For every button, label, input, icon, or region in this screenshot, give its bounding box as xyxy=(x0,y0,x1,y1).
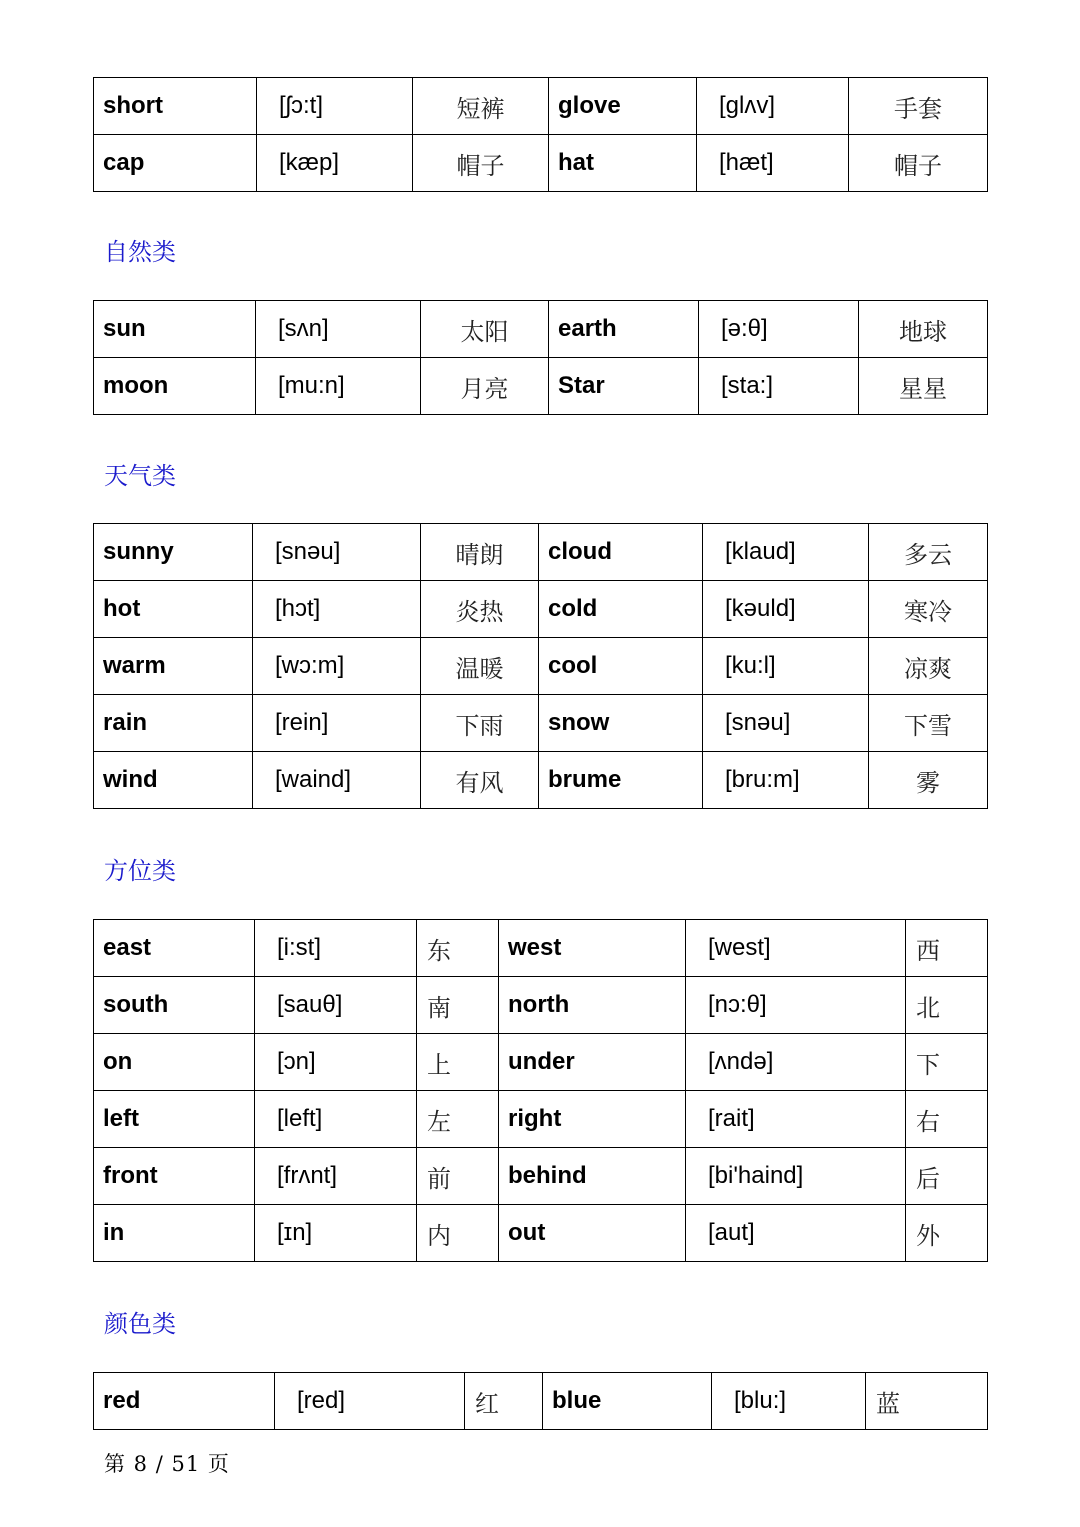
word-english: glove xyxy=(549,78,697,135)
word-english: rain xyxy=(94,695,253,752)
table-row xyxy=(94,358,988,415)
word-english: blue xyxy=(543,1373,712,1430)
word-phonetic: [wɔ:m] xyxy=(253,638,421,695)
word-phonetic: [red] xyxy=(275,1373,465,1430)
word-phonetic: [mu:n] xyxy=(256,358,421,415)
table-row xyxy=(94,1205,988,1262)
word-chinese: 手套 xyxy=(849,78,988,135)
word-chinese: 前 xyxy=(417,1148,499,1205)
word-english: sunny xyxy=(94,524,253,581)
word-chinese: 雾 xyxy=(869,752,988,809)
word-phonetic: [bi'haind] xyxy=(686,1148,906,1205)
word-chinese: 右 xyxy=(906,1091,988,1148)
table-row xyxy=(94,135,988,192)
word-chinese: 温暖 xyxy=(421,638,539,695)
word-chinese: 红 xyxy=(465,1373,543,1430)
word-phonetic: [frʌnt] xyxy=(255,1148,417,1205)
word-phonetic: [left] xyxy=(255,1091,417,1148)
word-phonetic: [klaud] xyxy=(703,524,869,581)
word-english: short xyxy=(94,78,257,135)
word-phonetic: [glʌv] xyxy=(697,78,849,135)
word-phonetic: [ɔn] xyxy=(255,1034,417,1091)
word-english: moon xyxy=(94,358,256,415)
word-english: cap xyxy=(94,135,257,192)
color-vocab-table xyxy=(93,1372,988,1430)
word-english: cold xyxy=(539,581,703,638)
word-chinese: 星星 xyxy=(859,358,988,415)
word-phonetic: [kæp] xyxy=(257,135,413,192)
word-english: cloud xyxy=(539,524,703,581)
word-chinese: 后 xyxy=(906,1148,988,1205)
table-row xyxy=(94,977,988,1034)
section-heading-color: 颜色类 xyxy=(104,1310,176,1338)
word-chinese: 西 xyxy=(906,920,988,977)
table-row xyxy=(94,524,988,581)
word-phonetic: [aut] xyxy=(686,1205,906,1262)
word-chinese: 左 xyxy=(417,1091,499,1148)
word-english: red xyxy=(94,1373,275,1430)
word-english: wind xyxy=(94,752,253,809)
word-chinese: 太阳 xyxy=(421,301,549,358)
table-row xyxy=(94,1148,988,1205)
word-chinese: 帽子 xyxy=(849,135,988,192)
word-english: hot xyxy=(94,581,253,638)
word-phonetic: [ə:θ] xyxy=(699,301,859,358)
word-english: right xyxy=(499,1091,686,1148)
word-phonetic: [i:st] xyxy=(255,920,417,977)
word-english: west xyxy=(499,920,686,977)
word-english: under xyxy=(499,1034,686,1091)
table-row xyxy=(94,638,988,695)
word-chinese: 上 xyxy=(417,1034,499,1091)
word-english: snow xyxy=(539,695,703,752)
word-chinese: 地球 xyxy=(859,301,988,358)
clothes-vocab-table xyxy=(93,77,988,192)
section-heading-nature: 自然类 xyxy=(104,238,176,266)
word-chinese: 北 xyxy=(906,977,988,1034)
word-chinese: 南 xyxy=(417,977,499,1034)
direction-vocab-table xyxy=(93,919,988,1262)
word-chinese: 炎热 xyxy=(421,581,539,638)
word-english: out xyxy=(499,1205,686,1262)
word-english: behind xyxy=(499,1148,686,1205)
word-phonetic: [bru:m] xyxy=(703,752,869,809)
word-phonetic: [sta:] xyxy=(699,358,859,415)
word-english: cool xyxy=(539,638,703,695)
word-english: on xyxy=(94,1034,255,1091)
word-chinese: 下雪 xyxy=(869,695,988,752)
word-chinese: 寒冷 xyxy=(869,581,988,638)
word-english: warm xyxy=(94,638,253,695)
word-english: left xyxy=(94,1091,255,1148)
word-phonetic: [sauθ] xyxy=(255,977,417,1034)
word-chinese: 下雨 xyxy=(421,695,539,752)
word-phonetic: [rait] xyxy=(686,1091,906,1148)
weather-vocab-table xyxy=(93,523,988,809)
word-phonetic: [rein] xyxy=(253,695,421,752)
table-row xyxy=(94,1091,988,1148)
word-english: in xyxy=(94,1205,255,1262)
word-chinese: 下 xyxy=(906,1034,988,1091)
table-row xyxy=(94,1034,988,1091)
page-footer: 第 8 / 51 页 xyxy=(104,1452,230,1476)
word-english: earth xyxy=(549,301,699,358)
nature-vocab-table xyxy=(93,300,988,415)
word-english: brume xyxy=(539,752,703,809)
word-phonetic: [snəu] xyxy=(253,524,421,581)
word-chinese: 多云 xyxy=(869,524,988,581)
word-english: south xyxy=(94,977,255,1034)
word-phonetic: [ʃɔ:t] xyxy=(257,78,413,135)
word-phonetic: [blu:] xyxy=(712,1373,866,1430)
word-chinese: 短裤 xyxy=(413,78,549,135)
table-row xyxy=(94,752,988,809)
word-english: north xyxy=(499,977,686,1034)
word-phonetic: [kəuld] xyxy=(703,581,869,638)
word-english: hat xyxy=(549,135,697,192)
word-chinese: 东 xyxy=(417,920,499,977)
table-row xyxy=(94,695,988,752)
word-phonetic: [waind] xyxy=(253,752,421,809)
table-row xyxy=(94,78,988,135)
word-phonetic: [snəu] xyxy=(703,695,869,752)
word-phonetic: [hɔt] xyxy=(253,581,421,638)
table-row xyxy=(94,1373,988,1430)
table-row xyxy=(94,920,988,977)
table-row xyxy=(94,581,988,638)
word-phonetic: [sʌn] xyxy=(256,301,421,358)
section-heading-direction: 方位类 xyxy=(104,857,176,885)
word-english: front xyxy=(94,1148,255,1205)
word-chinese: 月亮 xyxy=(421,358,549,415)
word-english: sun xyxy=(94,301,256,358)
word-chinese: 有风 xyxy=(421,752,539,809)
word-phonetic: [west] xyxy=(686,920,906,977)
word-chinese: 蓝 xyxy=(866,1373,988,1430)
word-phonetic: [ʌndə] xyxy=(686,1034,906,1091)
section-heading-weather: 天气类 xyxy=(104,462,176,490)
word-chinese: 外 xyxy=(906,1205,988,1262)
word-phonetic: [ɪn] xyxy=(255,1205,417,1262)
word-chinese: 凉爽 xyxy=(869,638,988,695)
word-phonetic: [nɔ:θ] xyxy=(686,977,906,1034)
word-chinese: 帽子 xyxy=(413,135,549,192)
word-phonetic: [hæt] xyxy=(697,135,849,192)
word-phonetic: [ku:l] xyxy=(703,638,869,695)
table-row xyxy=(94,301,988,358)
word-chinese: 晴朗 xyxy=(421,524,539,581)
word-english: Star xyxy=(549,358,699,415)
word-chinese: 内 xyxy=(417,1205,499,1262)
word-english: east xyxy=(94,920,255,977)
